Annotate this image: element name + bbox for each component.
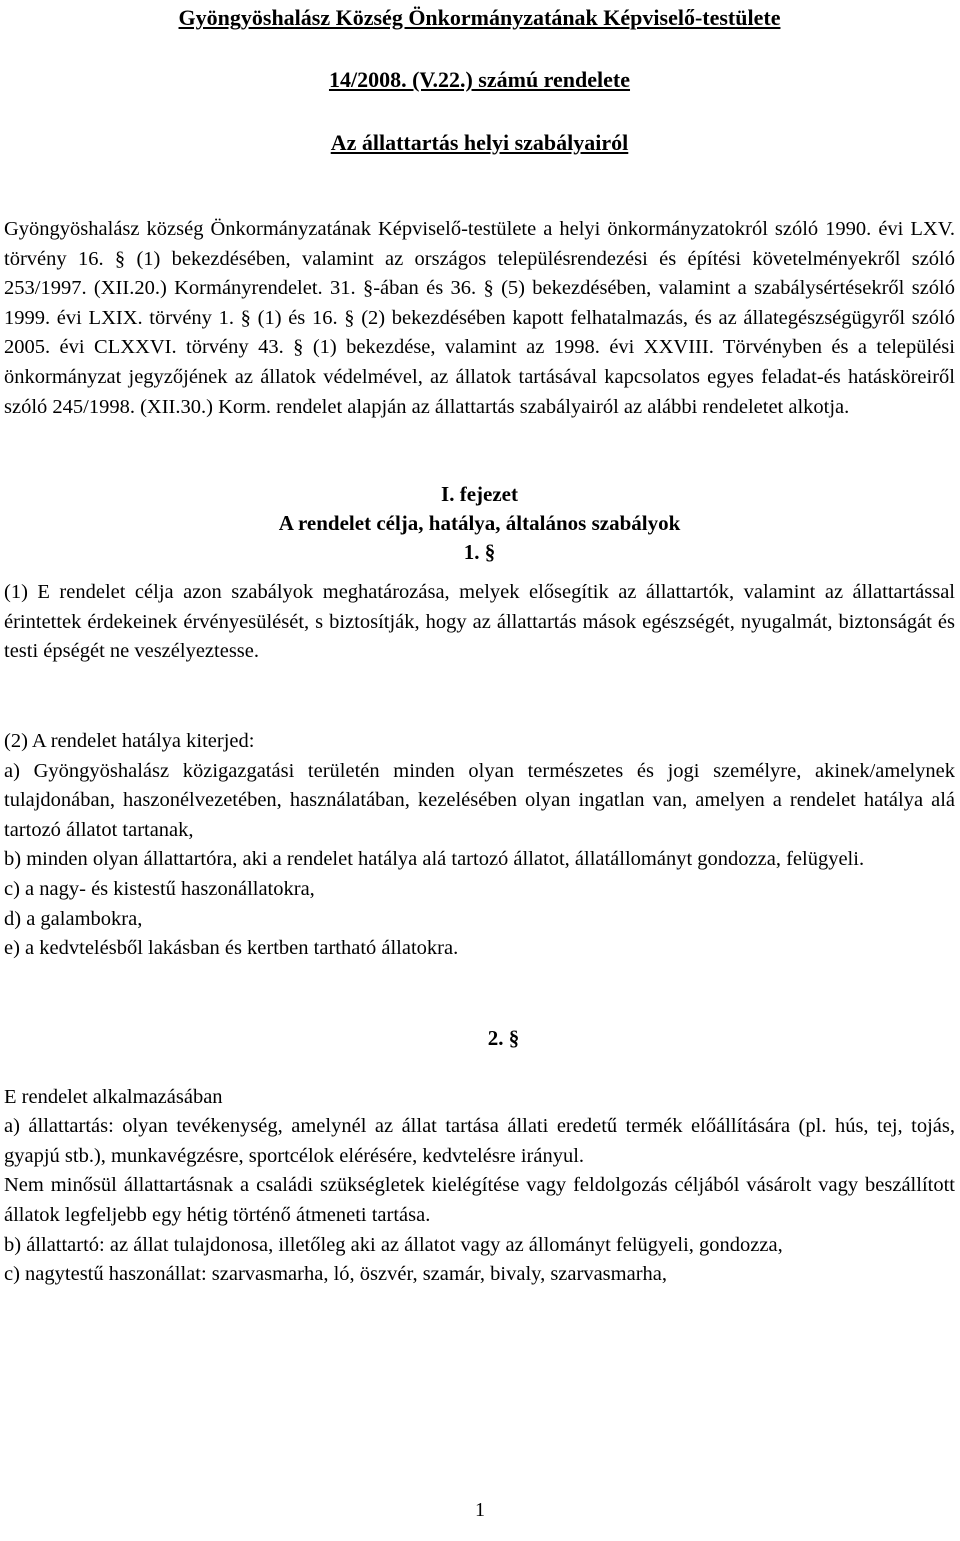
section-2-body xyxy=(4,1083,955,1290)
section-2-heading-block xyxy=(4,1024,955,1053)
council-title: Gyöngyöshalász Község Önkormányzatának Képviselő-testülete xyxy=(178,5,781,30)
document-page xyxy=(4,0,955,1290)
section-1-heading: 1. § xyxy=(463,540,496,565)
scope-item-d: d) a galambokra, xyxy=(4,907,143,930)
definition-a-note: Nem minősül állattartásnak a családi szükségletek kielégítése vagy feldolgozás céljából vásárolt vagy beszállított állatok legfeljebb egy hétig történő átmeneti tartása. xyxy=(4,1174,955,1227)
chapter-number: I. fejezet xyxy=(441,482,518,507)
decree-number: 14/2008. (V.22.) számú rendelete xyxy=(328,67,631,92)
chapter-heading xyxy=(4,480,955,567)
decree-subject: Az állattartás helyi szabályairól xyxy=(330,130,629,155)
section-1-paragraph-2 xyxy=(4,727,955,964)
chapter-title: A rendelet célja, hatálya, általános szabályok xyxy=(278,511,681,536)
section-1-paragraph-1: (1) E rendelet célja azon szabályok meghatározása, melyek elősegítik az állattartók, valamint az állattartással érintettek érdekeinek érvényesülését, s biztosítják, hogy az állattartás mások egészségét, nyugalmát, biztonságát és testi épségét ne veszélyeztesse. xyxy=(4,581,955,663)
scope-item-c: c) a nagy- és kistestű haszonállatokra, xyxy=(4,877,315,900)
preamble-paragraph: Gyöngyöshalász község Önkormányzatának Képviselő-testülete a helyi önkormányzatokról szóló 1990. évi LXV. törvény 16. § (1) bekezdésében, valamint az országos településrendezési és építési követelményekről szóló 253/1997. (XII.20.) Kormányrendelet. 31. §-ában és 36. § (5) bekezdésében, valamint a szabálysértésekről szóló 1999. évi LXIX. törvény 1. § (1) és 16. § (2) bekezdésében kapott felhatalmazás, és az állategészségügyről szóló 2005. évi CLXXVI. törvény 43. § (1) bekezdése, valamint az 1998. évi XXVIII. Törvényben és a települési önkormányzat jegyzőjének az állatok védelmével, az állatok tartásával kapcsolatos egyes feladat-és hatásköreiről szóló 245/1998. (XII.30.) Korm. rendelet alapján az állattartás szabályairól az alábbi rendeletet alkotja. xyxy=(4,218,955,418)
definition-b: b) állattartó: az állat tulajdonosa, illetőleg aki az állatot vagy az állományt felügyeli, gondozza, xyxy=(4,1233,783,1256)
definition-c: c) nagytestű haszonállat: szarvasmarha, ló, öszvér, szamár, bivaly, szarvasmarha, xyxy=(4,1263,668,1286)
scope-item-e: e) a kedvtelésből lakásban és kertben tartható állatokra. xyxy=(4,937,459,960)
scope-item-a: a) Gyöngyöshalász közigazgatási területén minden olyan természetes és jogi személyre, akinek/amelynek tulajdonában, haszonélvezetében, használatában, kezelésében olyan ingatlan van, amelyen a rendelet hatálya alá tartozó állatot tartanak, xyxy=(4,759,955,841)
definitions-intro: E rendelet alkalmazásában xyxy=(4,1085,223,1108)
definition-a: a) állattartás: olyan tevékenység, amelynél az állat tartása állati eredetű termék előállítására (pl. hús, tej, tojás, gyapjú stb.), munkavégzésre, sportcélok elérésére, kedvtelésre irányul. xyxy=(4,1115,955,1167)
scope-item-b: b) minden olyan állattartóra, aki a rendelet hatálya alá tartozó állatot, állatállományt gondozza, felügyeli. xyxy=(4,848,865,871)
section-2-heading: 2. § xyxy=(487,1025,520,1050)
page-number: 1 xyxy=(475,1499,485,1521)
scope-intro: (2) A rendelet hatálya kiterjed: xyxy=(4,729,255,752)
